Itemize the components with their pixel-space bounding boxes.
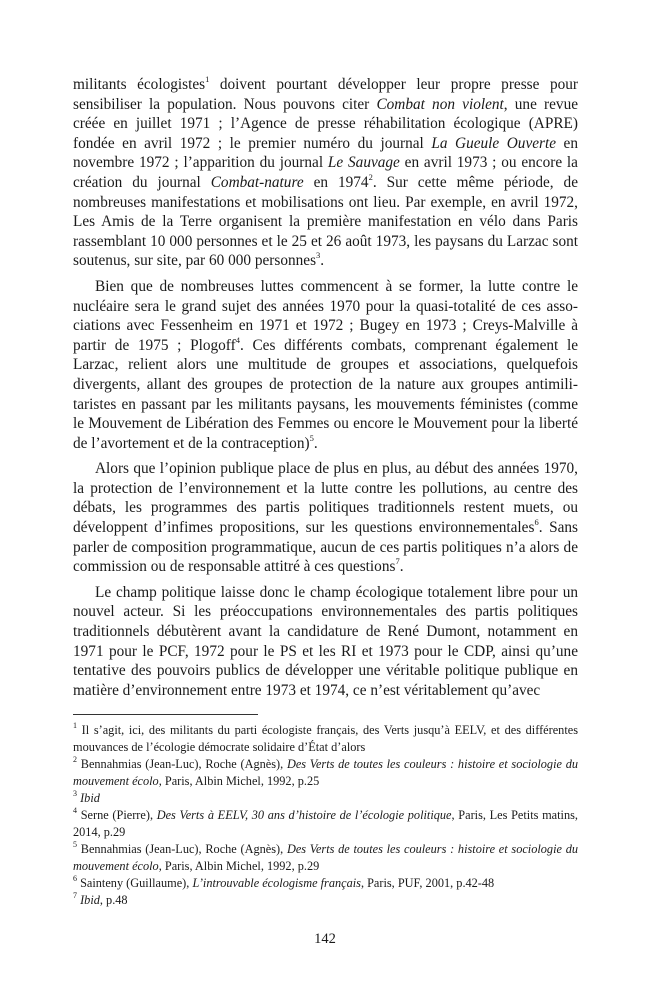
footnote-reference: 7 [395, 556, 400, 567]
footnote-number: 4 [73, 805, 77, 815]
footnote-reference: 4 [235, 334, 240, 345]
text-segment: Serne (Pierre), [77, 808, 157, 822]
footnote-reference: 6 [534, 516, 539, 527]
paragraph [73, 75, 578, 271]
text-segment: en 1974 [303, 173, 369, 191]
footnote-separator [73, 714, 258, 715]
text-segment: , p.48 [99, 893, 128, 907]
footnote-number: 1 [73, 720, 77, 730]
footnote [73, 756, 578, 790]
text-segment: . [320, 252, 325, 270]
text-segment: Alors que l’opinion publique place de plus en plus, au début des années 1970, la protection de l’environnement et la lutte contre les pollutions, au centre des débats, les programmes des partis politiques traditionnels restent muets, ou développent d’infimes propositions, sur les questions environnementales [73, 460, 578, 537]
text-segment: doivent pourtant développer leur propre presse pour sensibiliser la population. Nous pouvons citer [73, 76, 578, 113]
italic-title: Combat-nature [210, 173, 304, 191]
italic-title: Combat non violent [376, 95, 504, 113]
text-segment: Bennahmias (Jean-Luc), Roche (Agnès), [77, 842, 287, 856]
italic-title: Des Verts de toutes les couleurs : histoire et sociologie du mouvement écolo [73, 757, 578, 788]
italic-title: Ibid [80, 893, 100, 907]
footnote [73, 841, 578, 875]
italic-title: Le Sauvage [327, 154, 400, 172]
text-segment: . Sans parler de composition programmatique, aucun de ces partis politiques n’a alors de commission ou de responsable attitré à ces questions [73, 519, 579, 576]
text-segment: Le champ politique laisse donc le champ écologique totalement libre pour un nouvel acteur. Si les préoccupations environnementales des partis politiques traditionnels débutèrent avant la candidature de René Dumont, notamment en 1971 pour le PCF, 1972 pour le PS et les RI et 1973 pour le CDP, ainsi qu’une tentative des pouvoirs publics de développer une véritable politique publique en matière d’environnement entre 1973 et 1974, ce n’est véritablement qu’avec [73, 583, 578, 699]
footnote-reference: 5 [309, 432, 314, 443]
text-segment: . Sur cette même période, de nombreuses manifestations et mobilisations ont lieu. Par exemple, en avril 1972, Les Amis de la Terre organisent la première manifestation en vélo dans Paris rassemblant 10 000 personnes et le 25 et 26 août 1973, les paysans du Larzac sont soutenus, sur site, par 60 000 personnes [73, 173, 578, 270]
text-segment: Il s’agit, ici, des militants du parti écologiste français, des Verts jusqu’à EELV, et des différentes mouvances de l’écologie démocrate solidaire d’État d’alors [73, 723, 578, 754]
text-segment: militants écologistes [73, 76, 206, 93]
text-segment: , Paris, Les Petits matins, 2014, p.29 [73, 808, 578, 839]
italic-title: Des Verts à EELV, 30 ans d’histoire de l’écologie politique [156, 808, 452, 822]
footnote-number: 2 [73, 754, 77, 764]
footnote-number: 6 [73, 873, 77, 883]
text-segment: . [399, 558, 404, 576]
italic-title: La Gueule Ouverte [431, 134, 557, 152]
body-text [73, 75, 578, 706]
text-segment: Bennahmias (Jean-Luc), Roche (Agnès), [77, 757, 287, 771]
text-segment: , une revue créée en juillet 1971 ; l’Agence de presse réhabilitation écologique (APRE) fondée en avril 1972 ; le premier numéro du journal [73, 95, 579, 152]
text-segment: Sainteny (Guillaume), [77, 876, 193, 890]
footnote-reference: 3 [316, 250, 321, 261]
text-segment: , Paris, Albin Michel, 1992, p.29 [158, 859, 320, 873]
footnote-number: 7 [73, 890, 77, 900]
paragraph [73, 277, 578, 453]
text-segment: , Paris, Albin Michel, 1992, p.25 [158, 774, 320, 788]
italic-title: Ibid [80, 791, 100, 805]
text-segment: Bien que de nombreuses luttes commencent à se former, la lutte contre le nucléaire sera le grand sujet des années 1970 pour la quasi-totalité de ces associations avec Fessenheim en 1971 et 1972 ; Bugey en 1973 ; Creys-Malville à partir de 1975 ; Plogoff [73, 277, 578, 354]
footnote [73, 807, 578, 841]
page-number: 142 [314, 931, 336, 947]
footnote-number: 3 [73, 788, 77, 798]
footnote [73, 875, 578, 892]
text-segment: . Ces différents combats, comprenant également le Larzac, relient alors une multitude de groupes et associations, quelquefois divergents, allant des groupes de protection de la nature aux groupes antimilitaristes en passant par les militants paysans, les mouvements féministes (comme le Mouvement de Libération des Femmes ou encore le Mouvement pour la liberté de l’avortement et de la contraception) [73, 336, 578, 452]
footnote-reference: 1 [205, 73, 210, 84]
text-segment: . [313, 434, 318, 452]
footnote [73, 892, 578, 909]
paragraph [73, 583, 578, 701]
text-segment: en novembre 1972 ; l’apparition du journal [73, 134, 578, 172]
footnote-reference: 2 [368, 171, 373, 182]
text-segment: , Paris, PUF, 2001, p.42-48 [360, 876, 495, 890]
footnote [73, 722, 578, 756]
footnotes [73, 722, 578, 909]
footnote [73, 790, 578, 807]
paragraph [73, 459, 578, 577]
italic-title: L’introuvable écologisme français [192, 876, 361, 890]
text-segment: en avril 1973 ; ou encore la création du journal [73, 154, 578, 191]
italic-title: Des Verts de toutes les couleurs : histoire et sociologie du mouvement écolo [73, 842, 578, 873]
footnote-number: 5 [73, 839, 77, 849]
